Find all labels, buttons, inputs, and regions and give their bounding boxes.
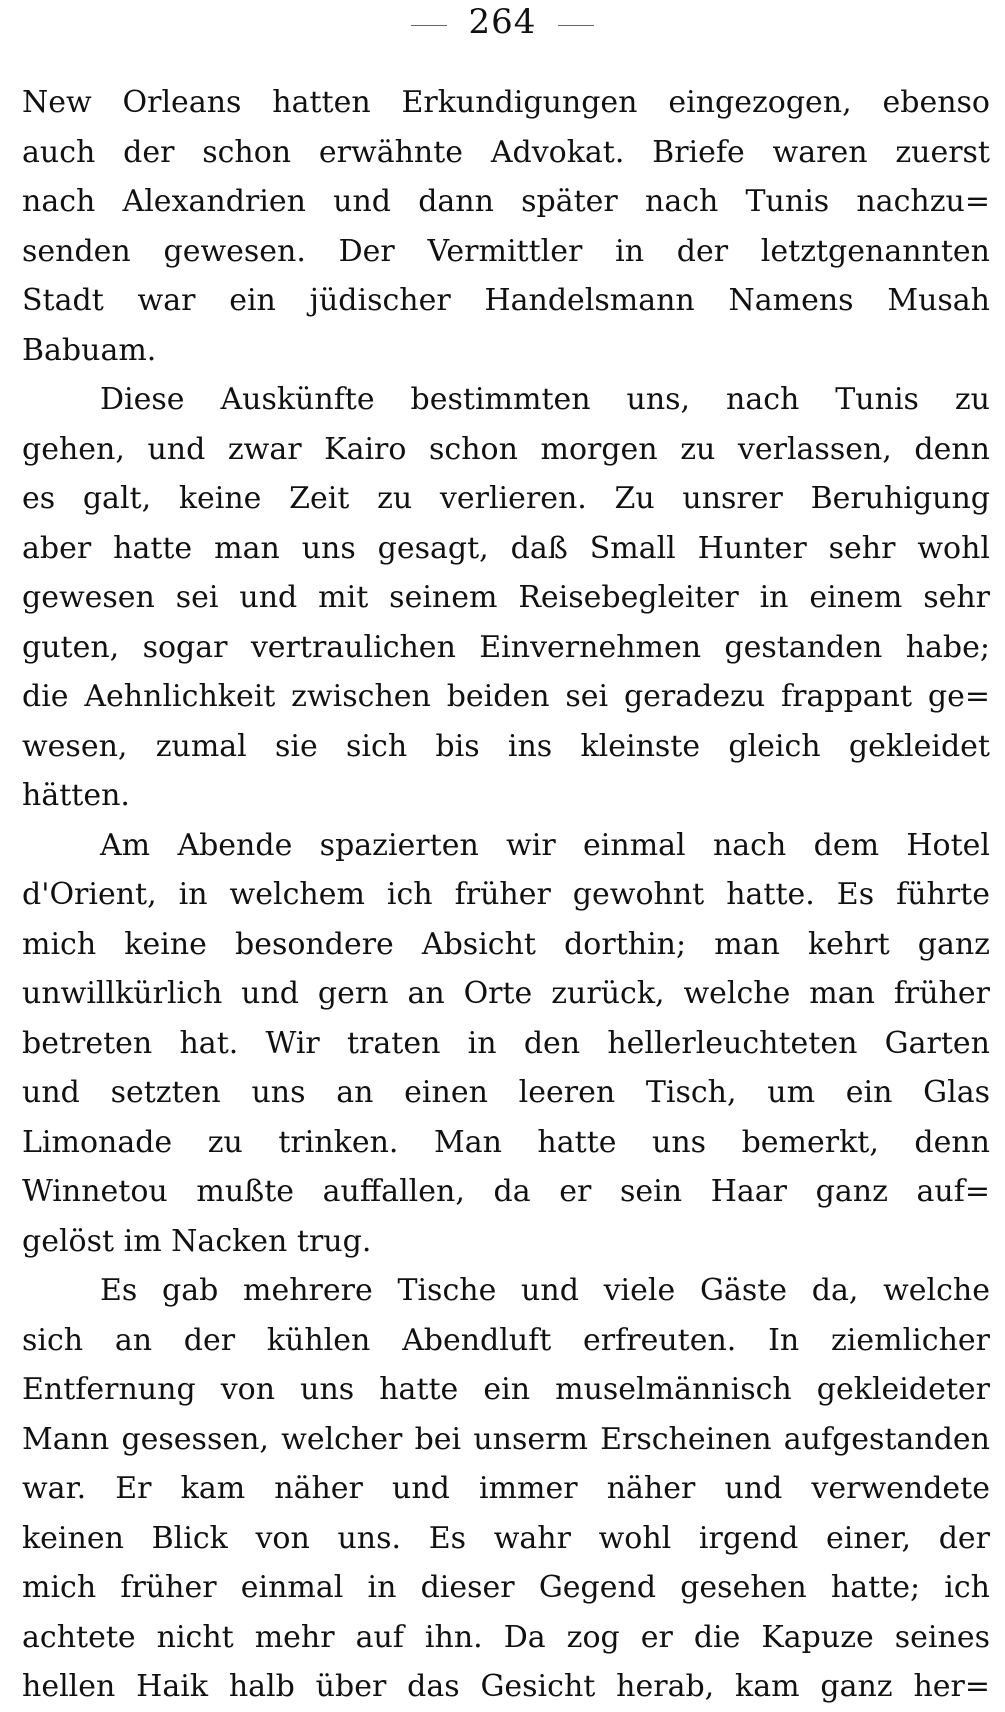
text-line: Am Abende spazierten wir einmal nach dem Hotel — [100, 827, 990, 863]
text-line: achtete nicht mehr auf ihn. Da zog er die Kapuze seines — [22, 1619, 990, 1655]
text-line: nach Alexandrien und dann später nach Tunis nachzu= — [22, 184, 990, 219]
text-line: Es gab mehrere Tische und viele Gäste da, welche — [100, 1273, 990, 1308]
text-line: keinen Blick von uns. Es wahr wohl irgend einer, der — [22, 1520, 990, 1556]
text-line: guten, sogar vertraulichen Einvernehmen gestanden habe; — [22, 629, 990, 665]
text-line: Limonade zu trinken. Man hatte uns bemerkt, denn — [22, 1124, 990, 1160]
text-line: aber hatte man uns gesagt, daß Small Hunter sehr wohl — [22, 530, 990, 566]
text-line: wesen, zumal sie sich bis ins kleinste gleich gekleidet — [22, 728, 990, 764]
text-line: gelöst im Nacken trug. — [22, 1223, 372, 1259]
text-line: gewesen sei und mit seinem Reisebegleiter in einem sehr — [22, 580, 990, 615]
header-rule-left — [411, 25, 447, 26]
text-line: New Orleans hatten Erkundigungen eingezogen, ebenso — [22, 85, 990, 120]
page-number: 264 — [468, 2, 537, 42]
text-line: betreten hat. Wir traten in den hellerleuchteten Garten — [22, 1025, 990, 1061]
header-rule-right — [558, 25, 594, 26]
text-line: sich an der kühlen Abendluft erfreuten. In ziemlicher — [22, 1322, 990, 1358]
text-line: unwillkürlich und gern an Orte zurück, welche man früher — [22, 976, 990, 1011]
text-line: senden gewesen. Der Vermittler in der letztgenannten — [22, 233, 990, 269]
text-line: Diese Auskünfte bestimmten uns, nach Tunis zu — [100, 382, 990, 417]
text-line: d'Orient, in welchem ich früher gewohnt hatte. Es führte — [22, 877, 990, 912]
text-line: hätten. — [22, 778, 130, 813]
text-line: und setzten uns an einen leeren Tisch, um ein Glas — [22, 1075, 990, 1110]
paragraph — [22, 1266, 990, 1712]
text-line: mich früher einmal in dieser Gegend gesehen hatte; ich — [22, 1570, 990, 1605]
paragraph — [22, 821, 990, 1267]
text-line: hellen Haik halb über das Gesicht herab, kam ganz her= — [22, 1669, 990, 1704]
body-text — [22, 78, 990, 1712]
paragraph — [22, 78, 990, 375]
text-line: die Aehnlichkeit zwischen beiden sei geradezu frappant ge= — [22, 679, 990, 714]
text-line: auch der schon erwähnte Advokat. Briefe waren zuerst — [22, 134, 990, 170]
text-line: Mann gesessen, welcher bei unserm Erscheinen aufgestanden — [22, 1421, 990, 1457]
text-line: Entfernung von uns hatte ein muselmännisch gekleideter — [22, 1372, 990, 1407]
text-line: mich keine besondere Absicht dorthin; man kehrt ganz — [22, 926, 990, 962]
paragraph — [22, 375, 990, 821]
text-line: Babuam. — [22, 332, 157, 368]
text-line: es galt, keine Zeit zu verlieren. Zu unsrer Beruhigung — [22, 481, 990, 516]
text-line: Stadt war ein jüdischer Handelsmann Namens Musah — [22, 283, 990, 318]
text-line: war. Er kam näher und immer näher und verwendete — [22, 1471, 990, 1506]
text-line: gehen, und zwar Kairo schon morgen zu verlassen, denn — [22, 431, 990, 467]
text-line: Winnetou mußte auffallen, da er sein Haar ganz auf= — [22, 1174, 990, 1209]
page-header — [0, 0, 1005, 60]
